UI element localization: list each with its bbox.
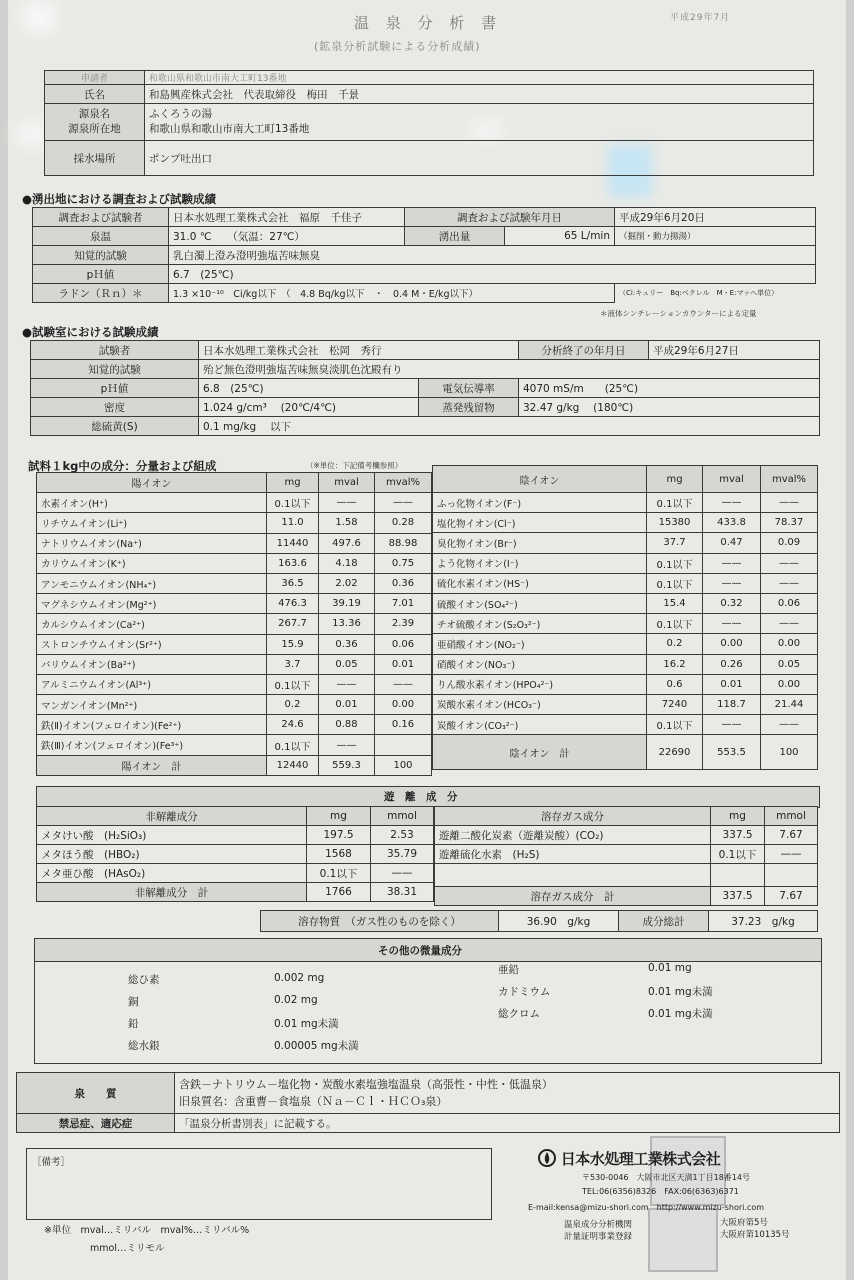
table-row	[433, 513, 818, 533]
density-label: 密度	[31, 398, 199, 417]
ion-name: アンモニウムイオン(NH₄⁺)	[37, 573, 267, 593]
remarks-box	[26, 1148, 492, 1220]
examiner-label: 調査および試験者	[33, 208, 169, 227]
company-name-line	[538, 1148, 720, 1169]
reg1-value: 大阪府第5号	[720, 1218, 768, 1228]
quality-table	[16, 1072, 840, 1133]
sulfur-value: 0.1 mg/kg 以下	[199, 417, 820, 436]
trace-value: 0.01 mg未満	[274, 1018, 339, 1030]
table-row	[433, 614, 818, 634]
table-row	[37, 715, 432, 735]
table-row	[37, 614, 432, 634]
ion-mval: 0.05	[319, 654, 375, 674]
gas-mg: 0.1以下	[711, 845, 765, 864]
source-location-label: 源泉所在地	[68, 123, 121, 135]
ion-name: よう化物イオン(I⁻)	[433, 553, 647, 573]
table-row	[37, 695, 432, 715]
quality-text	[175, 1073, 840, 1114]
ion-mval: 39.19	[319, 594, 375, 614]
examiner: 日本水処理工業株式会社 福原 千佳子	[169, 208, 405, 227]
anion-table	[432, 465, 818, 770]
lab-sensory-label: 知覚的試験	[31, 360, 199, 379]
source-name-label: 源泉名	[78, 108, 111, 120]
trace-name: 総水銀	[128, 1040, 160, 1052]
ion-mg: 0.1以下	[267, 493, 319, 513]
ion-mval: 0.01	[703, 674, 761, 694]
end-date-label: 分析終了の年月日	[519, 341, 649, 360]
ion-name: 炭酸イオン(CO₃²⁻)	[433, 715, 647, 735]
document-sheet	[8, 0, 846, 1280]
survey-date-label: 調査および試験年月日	[405, 208, 615, 227]
nonion-header: 非解離成分	[37, 807, 307, 826]
col-mval-pct: mval%	[375, 473, 432, 493]
table-row	[37, 654, 432, 674]
lab-ph-value: 6.8 (25℃)	[199, 379, 419, 398]
component-name: メタ亜ひ酸 (HAsO₂)	[37, 864, 307, 883]
grand-total-label: 成分総計	[619, 911, 709, 932]
col-mg: mg	[711, 807, 765, 826]
ion-name: 臭化物イオン(Br⁻)	[433, 533, 647, 553]
ion-name: 鉄(Ⅱ)イオン(フェロイオン)(Fe²⁺)	[37, 715, 267, 735]
trace-value: 0.01 mg未満	[648, 1008, 713, 1020]
table-row	[37, 594, 432, 614]
table-row	[433, 654, 818, 674]
table-row	[433, 715, 818, 735]
anion-total-label: 陰イオン 計	[433, 735, 647, 770]
unit-note-2: mmol…ミリモル	[90, 1243, 165, 1254]
field-survey-table	[32, 207, 816, 303]
ion-mval: 4.18	[319, 553, 375, 573]
ion-mval: 0.01	[319, 695, 375, 715]
ion-mval-pct: 7.01	[375, 594, 432, 614]
applicant-table	[44, 70, 814, 176]
nonion-total-mmol: 38.31	[371, 883, 434, 902]
reg1-label: 温泉成分分析機関	[564, 1220, 633, 1230]
trace-value: 0.01 mg	[648, 962, 692, 974]
table-row	[37, 845, 434, 864]
trace-name: 総クロム	[498, 1008, 540, 1020]
ion-name: 塩化物イオン(Cl⁻)	[433, 513, 647, 533]
ion-mval: 0.36	[319, 634, 375, 654]
cation-total-mg: 12440	[267, 755, 319, 775]
gas-total-mg: 337.5	[711, 887, 765, 906]
ion-mval-pct: 88.98	[375, 533, 432, 553]
ion-mval-pct: 0.75	[375, 553, 432, 573]
density-value: 1.024 g/cm³ (20℃/4℃)	[199, 398, 419, 417]
survey-date: 平成29年6月20日	[615, 208, 816, 227]
glare	[22, 2, 56, 32]
radon-label: ラドン（Ｒｎ）＊	[33, 284, 169, 303]
ion-mg: 0.1以下	[647, 493, 703, 513]
ion-mval-pct	[375, 735, 432, 755]
components-heading-note: （※単位：下記備考欄参照）	[306, 461, 403, 470]
table-row	[37, 553, 432, 573]
source-name: ふくろうの湯	[149, 108, 212, 120]
ion-name: 硫化水素イオン(HS⁻)	[433, 573, 647, 593]
ion-mval-pct: 78.37	[761, 513, 818, 533]
gas-total-label: 溶存ガス成分 計	[435, 887, 711, 906]
ion-mval: 497.6	[319, 533, 375, 553]
document-title: 温 泉 分 析 書	[354, 14, 503, 32]
table-row	[433, 533, 818, 553]
applicant-name: 和島興産株式会社 代表取締役 梅田 千景	[145, 85, 814, 104]
lab-ph-label: pＨ値	[31, 379, 199, 398]
ion-mval: 118.7	[703, 694, 761, 714]
tester: 日本水処理工業株式会社 松岡 秀行	[199, 341, 519, 360]
ion-mg: 37.7	[647, 533, 703, 553]
ion-mg: 36.5	[267, 573, 319, 593]
component-name: メタほう酸 (HBO₂)	[37, 845, 307, 864]
quality-line2: 旧泉質名：含重曹－食塩泉（Ｎａ－Ｃｌ・ＨＣＯ₃泉）	[179, 1095, 448, 1108]
component-name: メタけい酸 (H₂SiO₃)	[37, 826, 307, 845]
ion-mval-pct: 0.00	[375, 695, 432, 715]
table-row	[37, 735, 432, 755]
name-label: 氏名	[45, 85, 145, 104]
component-mmol: ——	[371, 864, 434, 883]
sulfur-label: 総硫黄(S)	[31, 417, 199, 436]
table-row	[435, 826, 818, 845]
applicant-address: 和歌山県和歌山市南大工町13番地	[145, 71, 814, 85]
ion-name: ストロンチウムイオン(Sr²⁺)	[37, 634, 267, 654]
cation-total-label: 陽イオン 計	[37, 755, 267, 775]
ion-mval: ——	[703, 614, 761, 634]
table-row	[37, 513, 432, 533]
col-mmol: mmol	[371, 807, 434, 826]
conductivity-label: 電気伝導率	[419, 379, 519, 398]
cation-total-mval: 559.3	[319, 755, 375, 775]
ion-mg: 15380	[647, 513, 703, 533]
ion-mval: ——	[703, 493, 761, 513]
ion-mval: 0.88	[319, 715, 375, 735]
conductivity-value: 4070 mS/m (25℃)	[519, 379, 820, 398]
dissolved-label: 溶存物質 （ガス性のものを除く）	[261, 911, 499, 932]
ion-mg: 0.1以下	[647, 614, 703, 634]
lab-test-heading: ●試験室における試験成績	[22, 325, 159, 339]
radon-units: （Ci:キュリー Bq:ベクレル M・E:マッヘ単位）	[615, 284, 816, 303]
ion-name: リチウムイオン(Li⁺)	[37, 513, 267, 533]
ion-mval: 0.47	[703, 533, 761, 553]
source-location: 和歌山県和歌山市南大工町13番地	[149, 123, 310, 135]
trace-value: 0.02 mg	[274, 994, 318, 1006]
ion-name: アルミニウムイオン(Al³⁺)	[37, 674, 267, 694]
company-name: 日本水処理工業株式会社	[560, 1150, 721, 1168]
nonion-table	[36, 806, 434, 902]
ion-mg: 267.7	[267, 614, 319, 634]
ion-mval-pct: ——	[375, 674, 432, 694]
gas-mmol: ——	[765, 845, 818, 864]
component-mg: 0.1以下	[307, 864, 371, 883]
ion-name: 硫酸イオン(SO₄²⁻)	[433, 593, 647, 613]
ion-mval-pct: 0.16	[375, 715, 432, 735]
ion-mg: 15.4	[647, 593, 703, 613]
ion-name: マンガンイオン(Mn²⁺)	[37, 695, 267, 715]
ion-mval: ——	[703, 553, 761, 573]
gas-spacer	[711, 864, 765, 887]
col-mmol: mmol	[765, 807, 818, 826]
ion-mval-pct: ——	[761, 614, 818, 634]
trace-value: 0.002 mg	[274, 972, 325, 984]
reg2-label: 計量証明事業登録	[564, 1232, 633, 1242]
ion-mval-pct: 0.00	[761, 634, 818, 654]
ion-mg: 0.6	[647, 674, 703, 694]
ion-name: 亜硝酸イオン(NO₂⁻)	[433, 634, 647, 654]
table-row	[37, 864, 434, 883]
unit-note-1: ※単位 mval…ミリバル mval%…ミリバル%	[44, 1225, 250, 1236]
ion-mval: ——	[703, 715, 761, 735]
sampling-label: 採水場所	[45, 141, 145, 176]
ion-mval-pct: ——	[761, 573, 818, 593]
ph-value: 6.7 (25℃)	[169, 265, 816, 284]
ion-mval-pct: 21.44	[761, 694, 818, 714]
trace-name: カドミウム	[498, 986, 551, 998]
trace-name: 亜鉛	[498, 964, 519, 976]
ion-mval-pct: ——	[761, 553, 818, 573]
table-row	[433, 493, 818, 513]
ion-name: ナトリウムイオン(Na⁺)	[37, 533, 267, 553]
ph-label: pＨ値	[33, 265, 169, 284]
company-tel: TEL:06(6356)8326 FAX:06(6363)6371	[582, 1187, 739, 1196]
ion-name: 鉄(Ⅲ)イオン(フェロイオン)(Fe³⁺)	[37, 735, 267, 755]
gas-mg: 337.5	[711, 826, 765, 845]
component-mmol: 2.53	[371, 826, 434, 845]
ion-mval: 433.8	[703, 513, 761, 533]
ion-mval: 0.26	[703, 654, 761, 674]
ion-name: バリウムイオン(Ba²⁺)	[37, 654, 267, 674]
table-row	[433, 593, 818, 613]
document-subtitle: (鉱泉分析試験による分析成績)	[314, 40, 481, 53]
anion-total-pct: 100	[761, 735, 818, 770]
ion-name: 硝酸イオン(NO₃⁻)	[433, 654, 647, 674]
ion-mval: 0.32	[703, 593, 761, 613]
ion-name: ふっ化物イオン(F⁻)	[433, 493, 647, 513]
gas-spacer	[435, 864, 711, 887]
table-row	[37, 533, 432, 553]
component-mg: 1568	[307, 845, 371, 864]
ion-mval: 13.36	[319, 614, 375, 634]
ion-mval: ——	[319, 493, 375, 513]
remarks-label: ［備考］	[32, 1157, 71, 1168]
ion-mval-pct: 0.28	[375, 513, 432, 533]
ion-mg: 7240	[647, 694, 703, 714]
ion-mval: ——	[319, 735, 375, 755]
ion-name: りん酸水素イオン(HPO₄²⁻)	[433, 674, 647, 694]
temp-value: 31.0 ℃ （気温：27℃）	[169, 227, 405, 246]
field-survey-heading: ●湧出地における調査および試験成績	[22, 192, 217, 206]
cation-total-pct: 100	[375, 755, 432, 775]
ion-mg: 0.1以下	[647, 573, 703, 593]
table-row	[433, 694, 818, 714]
cation-table	[36, 472, 432, 776]
ion-mval-pct: 0.01	[375, 654, 432, 674]
gas-name: 遊離二酸化炭素（遊離炭酸）(CO₂)	[435, 826, 711, 845]
nonion-total-label: 非解離成分 計	[37, 883, 307, 902]
sampling-place: ポンプ吐出口	[145, 141, 814, 176]
applicant-label: 申請者	[45, 71, 145, 85]
col-mval: mval	[319, 473, 375, 493]
reg2-value: 大阪府第10135号	[720, 1230, 790, 1240]
trace-value: 0.01 mg未満	[648, 986, 713, 998]
table-row	[37, 826, 434, 845]
ion-mval-pct: 0.05	[761, 654, 818, 674]
trace-name: 総ひ素	[128, 974, 160, 986]
ion-mval-pct: 0.06	[375, 634, 432, 654]
ion-mval: 0.00	[703, 634, 761, 654]
source-values	[145, 104, 814, 141]
ion-mg: 11.0	[267, 513, 319, 533]
components-heading: 試料１kg中の成分：分量および組成	[28, 459, 217, 473]
component-mg: 197.5	[307, 826, 371, 845]
col-mval-pct: mval%	[761, 466, 818, 493]
col-mg: mg	[307, 807, 371, 826]
table-row	[433, 634, 818, 654]
radon-value: 1.3 ×10⁻¹⁰ Ci/kg以下 （ 4.8 Bq/kg以下 ・ 0.4 M・E/kg以下）	[169, 284, 615, 303]
ion-mg: 476.3	[267, 594, 319, 614]
trace-name: 鉛	[128, 1018, 139, 1030]
sensory-label: 知覚的試験	[33, 246, 169, 265]
ion-name: カルシウムイオン(Ca²⁺)	[37, 614, 267, 634]
grand-total-value: 37.23 g/kg	[709, 911, 818, 932]
ion-mval-pct: 0.06	[761, 593, 818, 613]
contra-text: 「温泉分析書別表」に記載する。	[175, 1114, 840, 1133]
table-row	[37, 634, 432, 654]
company-postal: 〒530-0046 大阪市北区天満1丁目18番14号	[582, 1173, 750, 1182]
ion-mval: 1.58	[319, 513, 375, 533]
ion-mg: 0.1以下	[267, 674, 319, 694]
lab-test-table	[30, 340, 820, 436]
ion-mval-pct: 0.00	[761, 674, 818, 694]
col-mg: mg	[267, 473, 319, 493]
source-labels	[45, 104, 145, 141]
gas-table	[434, 806, 818, 906]
lab-sensory-value: 殆ど無色澄明強塩苦味無臭淡肌色沈殿有り	[199, 360, 820, 379]
ion-mval-pct: 0.09	[761, 533, 818, 553]
temp-label: 泉温	[33, 227, 169, 246]
end-date: 平成29年6月27日	[649, 341, 820, 360]
ion-mg: 16.2	[647, 654, 703, 674]
company-seal	[648, 1208, 718, 1272]
gas-name: 遊離硫化水素 (H₂S)	[435, 845, 711, 864]
col-mval: mval	[703, 466, 761, 493]
ion-name: マグネシウムイオン(Mg²⁺)	[37, 594, 267, 614]
flow-note: （掘削・動力揚湯）	[615, 227, 816, 246]
ion-mg: 0.2	[647, 634, 703, 654]
residue-label: 蒸発残留物	[419, 398, 519, 417]
gas-mmol: 7.67	[765, 826, 818, 845]
company-email: E-mail:kensa@mizu-shori.com http://www.mizu-shori.com	[528, 1203, 765, 1212]
ion-name: カリウムイオン(K⁺)	[37, 553, 267, 573]
tester-label: 試験者	[31, 341, 199, 360]
ion-mg: 0.1以下	[267, 735, 319, 755]
sensory-value: 乳白濁上澄み澄明強塩苦味無臭	[169, 246, 816, 265]
nonion-total-mg: 1766	[307, 883, 371, 902]
ion-mg: 0.1以下	[647, 553, 703, 573]
ion-mg: 24.6	[267, 715, 319, 735]
ion-mg: 15.9	[267, 634, 319, 654]
anion-total-mval: 553.5	[703, 735, 761, 770]
ion-mval: ——	[319, 674, 375, 694]
trace-value: 0.00005 mg未満	[274, 1040, 359, 1052]
ion-mval-pct: 0.36	[375, 573, 432, 593]
ion-mg: 3.7	[267, 654, 319, 674]
quality-line1: 含鉄－ナトリウム－塩化物・炭酸水素塩強塩温泉（高張性・中性・低温泉）	[179, 1078, 553, 1091]
dissolved-table	[260, 910, 818, 932]
radon-method-note: ＊液体シンチレーションカウンターによる定量	[600, 309, 757, 318]
table-row	[435, 845, 818, 864]
ion-mg: 0.1以下	[647, 715, 703, 735]
residue-value: 32.47 g/kg (180℃)	[519, 398, 820, 417]
flow-label: 湧出量	[405, 227, 505, 246]
ion-name: 水素イオン(H⁺)	[37, 493, 267, 513]
component-mmol: 35.79	[371, 845, 434, 864]
table-row	[433, 553, 818, 573]
anion-total-mg: 22690	[647, 735, 703, 770]
ion-mg: 11440	[267, 533, 319, 553]
dissolved-value: 36.90 g/kg	[499, 911, 619, 932]
corner-note: 平成29年7月	[670, 13, 731, 23]
ion-mg: 163.6	[267, 553, 319, 573]
table-row	[37, 573, 432, 593]
anion-header: 陰イオン	[433, 466, 647, 493]
company-logo-icon	[538, 1149, 556, 1167]
table-row	[433, 674, 818, 694]
ion-mval-pct: ——	[761, 715, 818, 735]
ion-mval: ——	[703, 573, 761, 593]
trace-heading: その他の微量成分	[378, 945, 462, 957]
ion-mval-pct: ——	[375, 493, 432, 513]
gas-header: 溶存ガス成分	[435, 807, 711, 826]
table-row	[37, 674, 432, 694]
ion-mg: 0.2	[267, 695, 319, 715]
contra-label: 禁忌症、適応症	[17, 1114, 175, 1133]
ion-mval-pct: 2.39	[375, 614, 432, 634]
table-row	[37, 493, 432, 513]
cation-header: 陽イオン	[37, 473, 267, 493]
ion-mval: 2.02	[319, 573, 375, 593]
trace-name: 銅	[128, 996, 139, 1008]
free-components-heading: 遊 離 成 分	[384, 791, 458, 803]
gas-spacer	[765, 864, 818, 887]
quality-label: 泉 質	[17, 1073, 175, 1114]
ion-mval-pct: ——	[761, 493, 818, 513]
gas-total-mmol: 7.67	[765, 887, 818, 906]
ion-name: チオ硫酸イオン(S₂O₃²⁻)	[433, 614, 647, 634]
ion-name: 炭酸水素イオン(HCO₃⁻)	[433, 694, 647, 714]
flow-value: 65 L/min	[505, 227, 615, 246]
col-mg: mg	[647, 466, 703, 493]
table-row	[433, 573, 818, 593]
